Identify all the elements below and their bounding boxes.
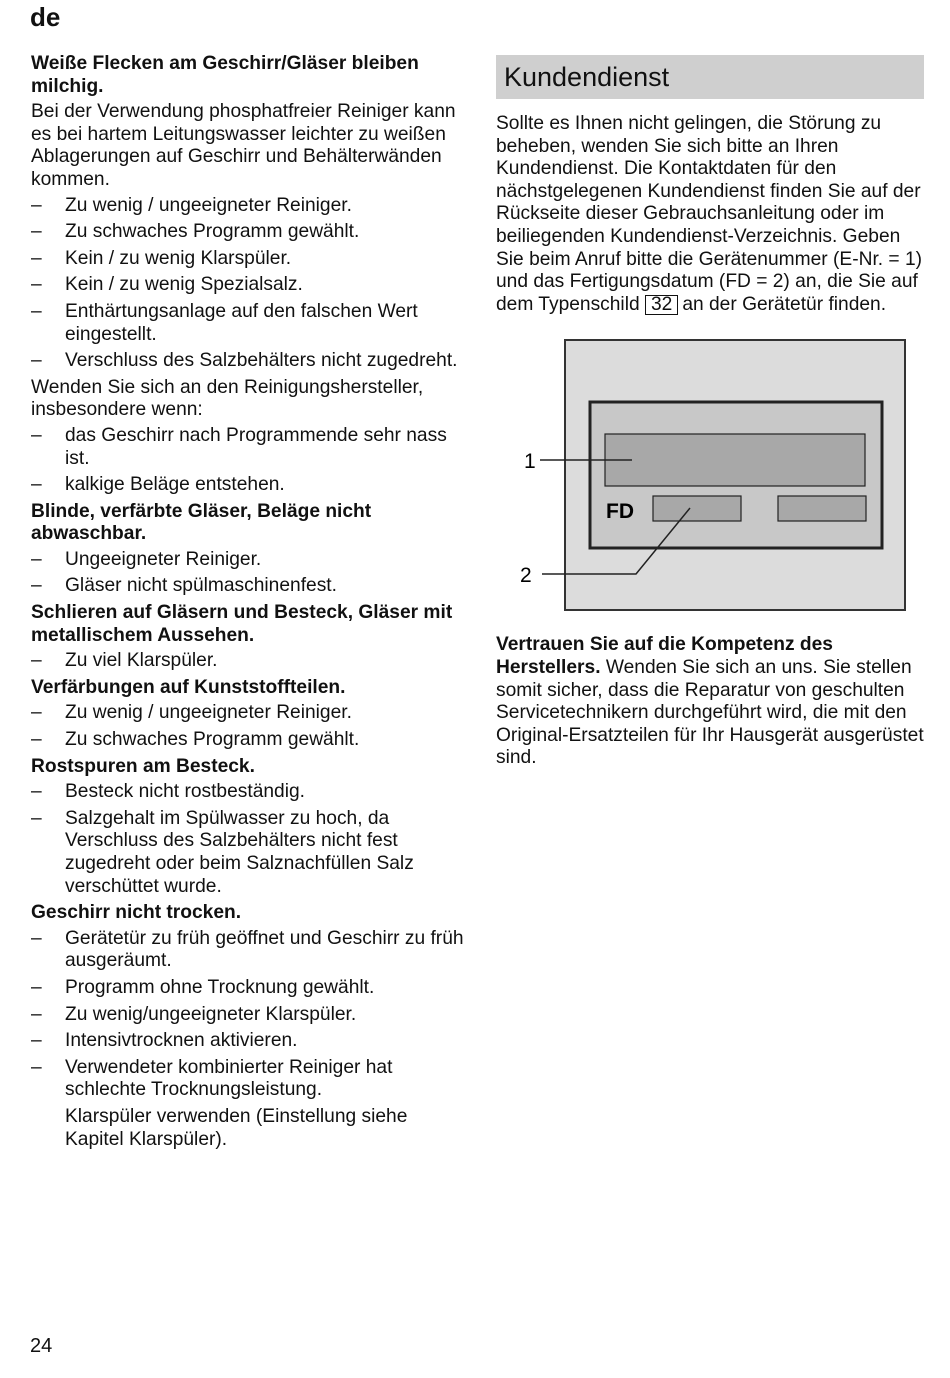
bullet-list	[31, 781, 471, 898]
paragraph	[496, 634, 924, 770]
fd-label: FD	[606, 500, 634, 524]
section-heading: Geschirr nicht trocken.	[31, 902, 242, 924]
section-heading: Blinde, verfärbte Gläser, Beläge nicht abwaschbar.	[31, 500, 372, 545]
paragraph-text: Wenden Sie sich an uns. Sie stellen somit sicher, dass die Reparatur von geschulten Servicetechnikern durchgeführt wird, die mit den Original-Ersatzteilen für Ihr Hausgerät ausgerüstet sind.	[496, 656, 924, 769]
type-plate-figure	[496, 330, 924, 612]
list-item: – Zu wenig / ungeeigneter Reiniger.	[31, 702, 352, 724]
bullet-list	[31, 195, 471, 373]
callout-1: 1	[524, 450, 536, 474]
extra-field	[778, 496, 866, 521]
list-item: – Programm ohne Trocknung gewählt.	[31, 976, 375, 998]
bullet-list	[31, 549, 471, 598]
section-heading: Schlieren auf Gläsern und Besteck, Gläser mit metallischem Aussehen.	[31, 602, 453, 646]
list-item: – Zu wenig / ungeeigneter Reiniger.	[31, 194, 352, 216]
section-heading: Verfärbungen auf Kunststoffteilen.	[31, 676, 346, 698]
paragraph: Wenden Sie sich an den Reinigungshersteller, insbesondere wenn:	[31, 376, 424, 421]
list-item: – Kein / zu wenig Spezialsalz.	[31, 274, 303, 296]
bullet-list	[31, 650, 471, 673]
bold-lead: Vertrauen Sie auf die Kompetenz des Herstellers.	[496, 634, 833, 678]
list-item: – Zu schwaches Programm gewählt.	[31, 221, 360, 243]
list-item: – Intensivtrocknen aktivieren.	[31, 1030, 298, 1052]
enr-field	[605, 434, 865, 486]
bullet-list	[31, 425, 471, 497]
section-heading: Weiße Flecken am Geschirr/Gläser bleiben milchig.	[31, 53, 419, 97]
paragraph-text: an der Gerätetür finden.	[682, 293, 887, 315]
list-item: – Zu schwaches Programm gewählt.	[31, 729, 360, 751]
paragraph: Bei der Verwendung phosphatfreier Reiniger kann es bei hartem Leitungswasser leichter zu weißen Ablagerungen auf Geschirr und Behälterwänden kommen.	[31, 101, 456, 190]
paragraph-text: Sollte es Ihnen nicht gelingen, die Störung zu beheben, wenden Sie sich bitte an Ihren Kundendienst. Die Kontaktdaten für den nächstgelegenen Kundendienst finden Sie auf der Rückseite dieser Gebrauchsanleitung oder im beiliegenden Kundendienst-Verzeichnis. Geben Sie beim Anruf bitte die Gerätenummer (E-Nr. = 1) und das Fertigungsdatum (FD = 2) an, die Sie auf dem Typenschild	[496, 113, 923, 315]
list-item: – Salzgehalt im Spülwasser zu hoch, da Verschluss des Salzbehälters nicht fest zugedreht oder beim Salznachfüllen Salz verschüttet wurde.	[31, 807, 414, 897]
customer-service-column	[496, 55, 924, 773]
language-tag: de	[30, 2, 61, 32]
list-item: – Gerätetür zu früh geöffnet und Geschirr zu früh ausgeräumt.	[31, 927, 464, 972]
list-item: – Verwendeter kombinierter Reiniger hat schlechte Trocknungsleistung.	[31, 1056, 393, 1101]
list-item: – Kein / zu wenig Klarspüler.	[31, 247, 292, 269]
list-item: – Zu viel Klarspüler.	[31, 650, 218, 672]
list-item: – Besteck nicht rostbeständig.	[31, 781, 305, 803]
paragraph	[496, 113, 924, 316]
callout-2: 2	[520, 564, 532, 588]
section-heading: Rostspuren am Besteck.	[31, 755, 255, 777]
type-plate-illustration	[496, 330, 924, 612]
fd-field	[653, 496, 741, 521]
list-item: – das Geschirr nach Programmende sehr nass ist.	[31, 424, 447, 469]
list-item: – Ungeeigneter Reiniger.	[31, 548, 262, 570]
list-item: – kalkige Beläge entstehen.	[31, 474, 285, 496]
bullet-list	[31, 928, 471, 1102]
list-item: – Gläser nicht spülmaschinenfest.	[31, 575, 337, 597]
list-item: – Verschluss des Salzbehälters nicht zugedreht.	[31, 350, 458, 372]
page-number: 24	[30, 1335, 53, 1357]
list-item: – Zu wenig/ungeeigneter Klarspüler.	[31, 1003, 357, 1025]
continuation-text: Klarspüler verwenden (Einstellung siehe Kapitel Klarspüler).	[65, 1105, 408, 1150]
section-title: Kundendienst	[496, 55, 924, 99]
bullet-list	[31, 702, 471, 751]
figure-reference: 32	[645, 295, 678, 315]
list-item: – Enthärtungsanlage auf den falschen Wert eingestellt.	[31, 300, 418, 345]
troubleshooting-column	[31, 50, 471, 1154]
